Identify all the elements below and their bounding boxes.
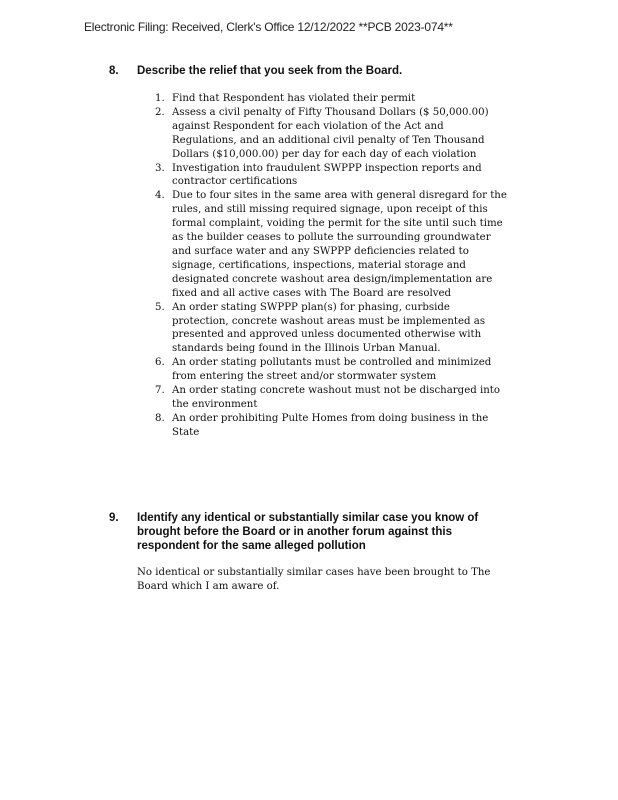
relief-item-number: 5. (155, 301, 165, 313)
relief-item (155, 384, 507, 412)
relief-item (155, 92, 507, 106)
relief-item (155, 106, 507, 162)
relief-item-number: 1. (155, 93, 165, 104)
section-8-heading: Describe the relief that you seek from the Board. (137, 65, 403, 77)
relief-item-number: 2. (155, 106, 165, 118)
relief-item (155, 301, 507, 357)
section-9-answer: No identical or substantially similar cases have been brought to The Board which I am aware of. (137, 567, 491, 592)
relief-item-text: Assess a civil penalty of Fifty Thousand Dollars ($ 50,000.00) against Respondent for each violation of the Act and Regulations, and an additional civil penalty of Ten Thousand Dollars ($10,000.00) per day for each day of each violation (172, 106, 489, 160)
relief-item-text: Investigation into fraudulent SWPPP inspection reports and contractor certifications (172, 162, 482, 188)
section-9-number: 9. (109, 512, 119, 524)
relief-item-number: 7. (155, 385, 165, 397)
relief-item-number: 8. (155, 412, 165, 424)
relief-item (155, 162, 507, 190)
relief-item-number: 3. (155, 162, 165, 174)
relief-item-text: An order stating SWPPP plan(s) for phasing, curbside protection, concrete washout areas must be implemented as presented and approved unless documented otherwise with standards being found in the Illinois Urban Manual. (172, 301, 486, 355)
relief-item-number: 6. (155, 357, 165, 369)
relief-item (155, 189, 507, 300)
relief-item-text: Find that Respondent has violated their permit (172, 93, 416, 104)
relief-item-text: Due to four sites in the same area with general disregard for the rules, and still missing required signage, upon receipt of this formal complaint, voiding the permit for the site until such time as the builder ceases to pollute the surrounding groundwater and surface water and any SWPPP deficiencies related to signage, certifications, inspections, material storage and designated concrete washout area design/implementation are fixed and all active cases with The Board are resolved (172, 190, 507, 299)
filing-stamp-header: Electronic Filing: Received, Clerk's Office 12/12/2022 **PCB 2023-074** (84, 20, 453, 34)
relief-list (155, 92, 507, 440)
relief-item-text: An order stating pollutants must be controlled and minimized from entering the street and/or stormwater system (172, 357, 492, 383)
section-8-number: 8. (109, 65, 119, 77)
relief-item-text: An order stating concrete washout must not be discharged into the environment (172, 385, 501, 410)
section-9-heading: Identify any identical or substantially similar case you know of brought before the Board or in another forum against this respondent for the same alleged pollution (137, 512, 479, 552)
relief-item (155, 412, 507, 440)
relief-item-number: 4. (155, 190, 165, 202)
relief-item (155, 356, 507, 384)
relief-item-text: An order prohibiting Pulte Homes from doing business in the State (172, 412, 489, 438)
